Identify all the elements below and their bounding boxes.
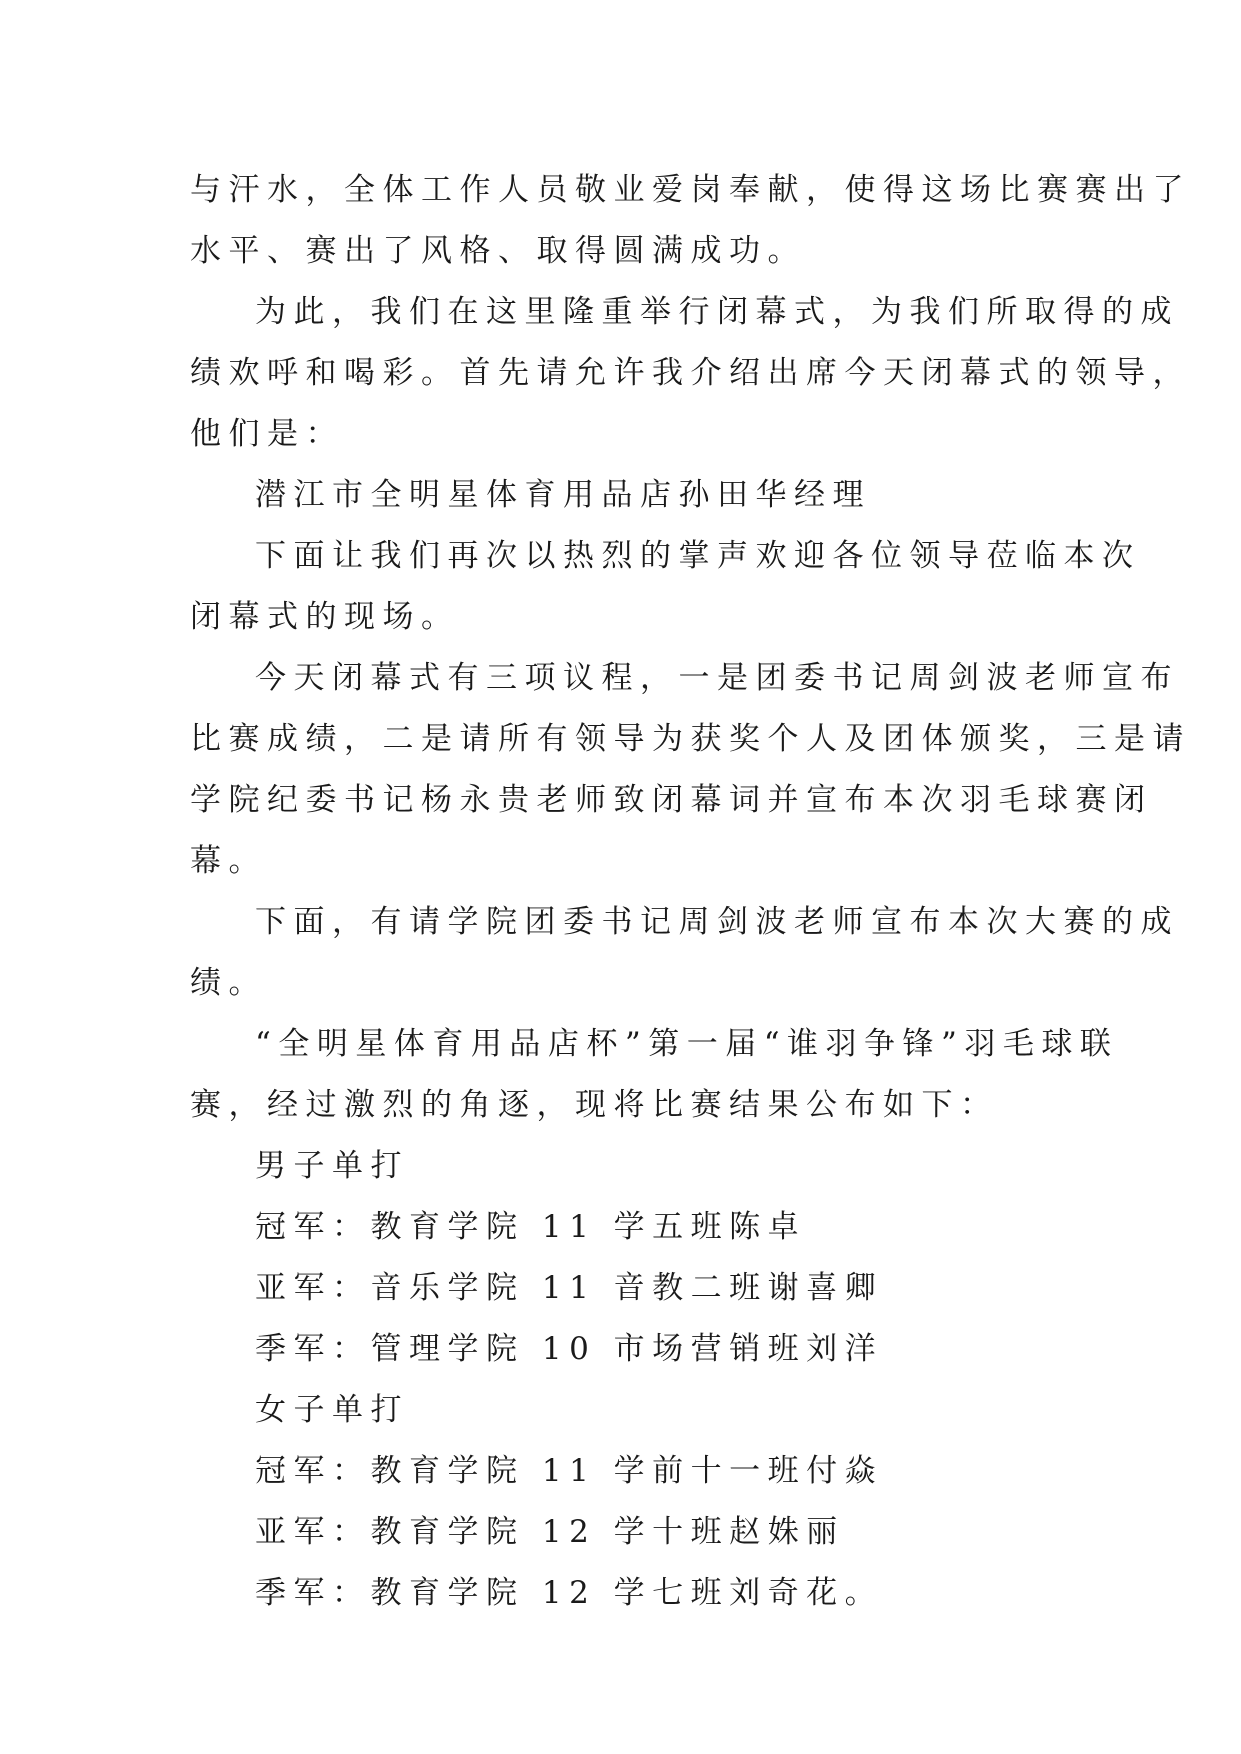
- paragraph-results-intro: [190, 1014, 1119, 1136]
- text-line: 下面让我们再次以热烈的掌声欢迎各位领导莅临本次: [255, 538, 1141, 574]
- womens-singles-third: 季军：教育学院 12 学七班刘奇花。: [255, 1575, 884, 1611]
- womens-singles-heading: 女子单打: [255, 1392, 409, 1428]
- paragraph-agenda: [190, 648, 1191, 892]
- text-line: 闭幕式的现场。: [190, 599, 460, 635]
- paragraph-announce: [190, 892, 1179, 1014]
- text-line: 水平、赛出了风格、取得圆满成功。: [190, 233, 806, 269]
- text-line: 学院纪委书记杨永贵老师致闭幕词并宣布本次羽毛球赛闭: [190, 782, 1153, 818]
- womens-singles-champion: 冠军：教育学院 11 学前十一班付焱: [255, 1453, 884, 1489]
- text-line: 为此，我们在这里隆重举行闭幕式，为我们所取得的成: [255, 294, 1179, 330]
- womens-singles-runner-up: 亚军：教育学院 12 学十班赵姝丽: [255, 1514, 845, 1550]
- mens-singles-champion: 冠军：教育学院 11 学五班陈卓: [255, 1209, 807, 1245]
- paragraph-ceremony-intro: [190, 282, 1191, 465]
- text-line: “全明星体育用品店杯”第一届“谁羽争锋”羽毛球联: [255, 1026, 1119, 1062]
- paragraph-thanks: [190, 160, 1191, 282]
- mens-singles-third: 季军：管理学院 10 市场营销班刘洋: [255, 1331, 884, 1367]
- results-list: [190, 1136, 1052, 1624]
- text-line: 绩欢呼和喝彩。首先请允许我介绍出席今天闭幕式的领导，: [190, 355, 1191, 391]
- mens-singles-runner-up: 亚军：音乐学院 11 音教二班谢喜卿: [255, 1270, 884, 1306]
- text-line: 今天闭幕式有三项议程，一是团委书记周剑波老师宣布: [255, 660, 1179, 696]
- text-line: 比赛成绩，二是请所有领导为获奖个人及团体颁奖，三是请: [190, 721, 1191, 757]
- paragraph-guest: [190, 465, 1052, 526]
- text-line: 他们是：: [190, 416, 344, 452]
- text-line: 与汗水，全体工作人员敬业爱岗奉献，使得这场比赛赛出了: [190, 172, 1191, 208]
- text-line: 幕。: [190, 843, 267, 879]
- paragraph-welcome: [190, 526, 1141, 648]
- text-line: 下面，有请学院团委书记周剑波老师宣布本次大赛的成: [255, 904, 1179, 940]
- document-body: [190, 160, 1191, 1624]
- text-line: 赛，经过激烈的角逐，现将比赛结果公布如下：: [190, 1087, 999, 1123]
- text-line: 绩。: [190, 965, 267, 1001]
- mens-singles-heading: 男子单打: [255, 1148, 409, 1184]
- text-line: 潜江市全明星体育用品店孙田华经理: [255, 477, 871, 513]
